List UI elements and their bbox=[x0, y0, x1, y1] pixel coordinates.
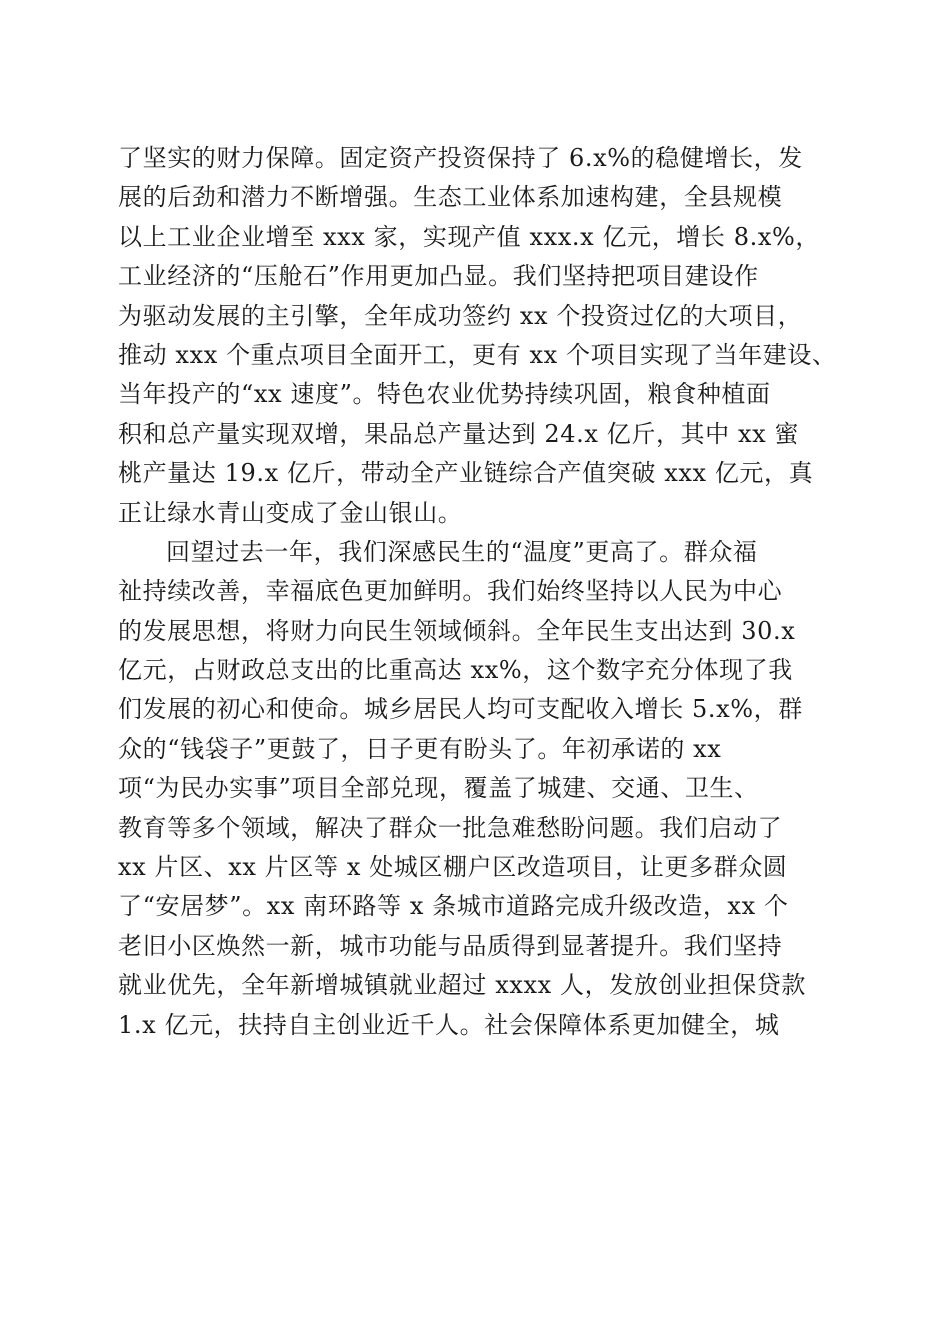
paragraph-line: 祉持续改善，幸福底色更加鲜明。我们始终坚持以人民为中心 bbox=[118, 577, 783, 606]
paragraph-line: 亿元，占财政总支出的比重高达 xx%，这个数字充分体现了我 bbox=[118, 656, 793, 685]
paragraph-1 bbox=[118, 139, 838, 533]
paragraph-2 bbox=[118, 533, 838, 1045]
paragraph-line: 以上工业企业增至 xxx 家，实现产值 xxx.x 亿元，增长 8.x%， bbox=[118, 222, 820, 251]
paragraph-line: 项“为民办实事”项目全部兑现，覆盖了城建、交通、卫生、 bbox=[118, 774, 759, 803]
paragraph-line: 了“安居梦”。xx 南环路等 x 条城市道路完成升级改造，xx 个 bbox=[118, 892, 789, 921]
paragraph-line: 众的“钱袋子”更鼓了，日子更有盼头了。年初承诺的 xx bbox=[118, 734, 722, 763]
paragraph-line: 回望过去一年，我们深感民生的“温度”更高了。群众福 bbox=[166, 537, 758, 566]
paragraph-line: 老旧小区焕然一新，城市功能与品质得到显著提升。我们坚持 bbox=[118, 931, 783, 960]
paragraph-line: 为驱动发展的主引擎，全年成功签约 xx 个投资过亿的大项目， bbox=[118, 301, 803, 330]
paragraph-line: xx 片区、xx 片区等 x 处城区棚户区改造项目，让更多群众圆 bbox=[118, 853, 788, 882]
paragraph-line: 了坚实的财力保障。固定资产投资保持了 6.x%的稳健增长，发 bbox=[118, 144, 803, 172]
paragraph-line: 积和总产量实现双增，果品总产量达到 24.x 亿斤，其中 xx 蜜 bbox=[118, 419, 800, 448]
paragraph-line: 的发展思想，将财力向民生领域倾斜。全年民生支出达到 30.x bbox=[118, 616, 796, 645]
paragraph-line: 就业优先，全年新增城镇就业超过 xxxx 人，发放创业担保贷款 bbox=[118, 971, 806, 1000]
document-body bbox=[118, 139, 838, 1045]
paragraph-line: 当年投产的“xx 速度”。特色农业优势持续巩固，粮食种植面 bbox=[118, 380, 771, 409]
paragraph-line: 工业经济的“压舱石”作用更加凸显。我们坚持把项目建设作 bbox=[118, 262, 759, 291]
paragraph-line: 推动 xxx 个重点项目全面开工，更有 xx 个项目实现了当年建设、 bbox=[118, 340, 837, 369]
paragraph-line: 教育等多个领域，解决了群众一批急难愁盼问题。我们启动了 bbox=[118, 813, 783, 842]
paragraph-line: 展的后劲和潜力不断增强。生态工业体系加速构建，全县规模 bbox=[118, 183, 783, 212]
paragraph-line: 1.x 亿元，扶持自主创业近千人。社会保障体系更加健全，城 bbox=[118, 1010, 780, 1039]
paragraph-line: 正让绿水青山变成了金山银山。 bbox=[118, 498, 463, 527]
paragraph-line: 桃产量达 19.x 亿斤，带动全产业链综合产值突破 xxx 亿元，真 bbox=[118, 459, 814, 488]
paragraph-line: 们发展的初心和使命。城乡居民人均可支配收入增长 5.x%，群 bbox=[118, 695, 803, 724]
